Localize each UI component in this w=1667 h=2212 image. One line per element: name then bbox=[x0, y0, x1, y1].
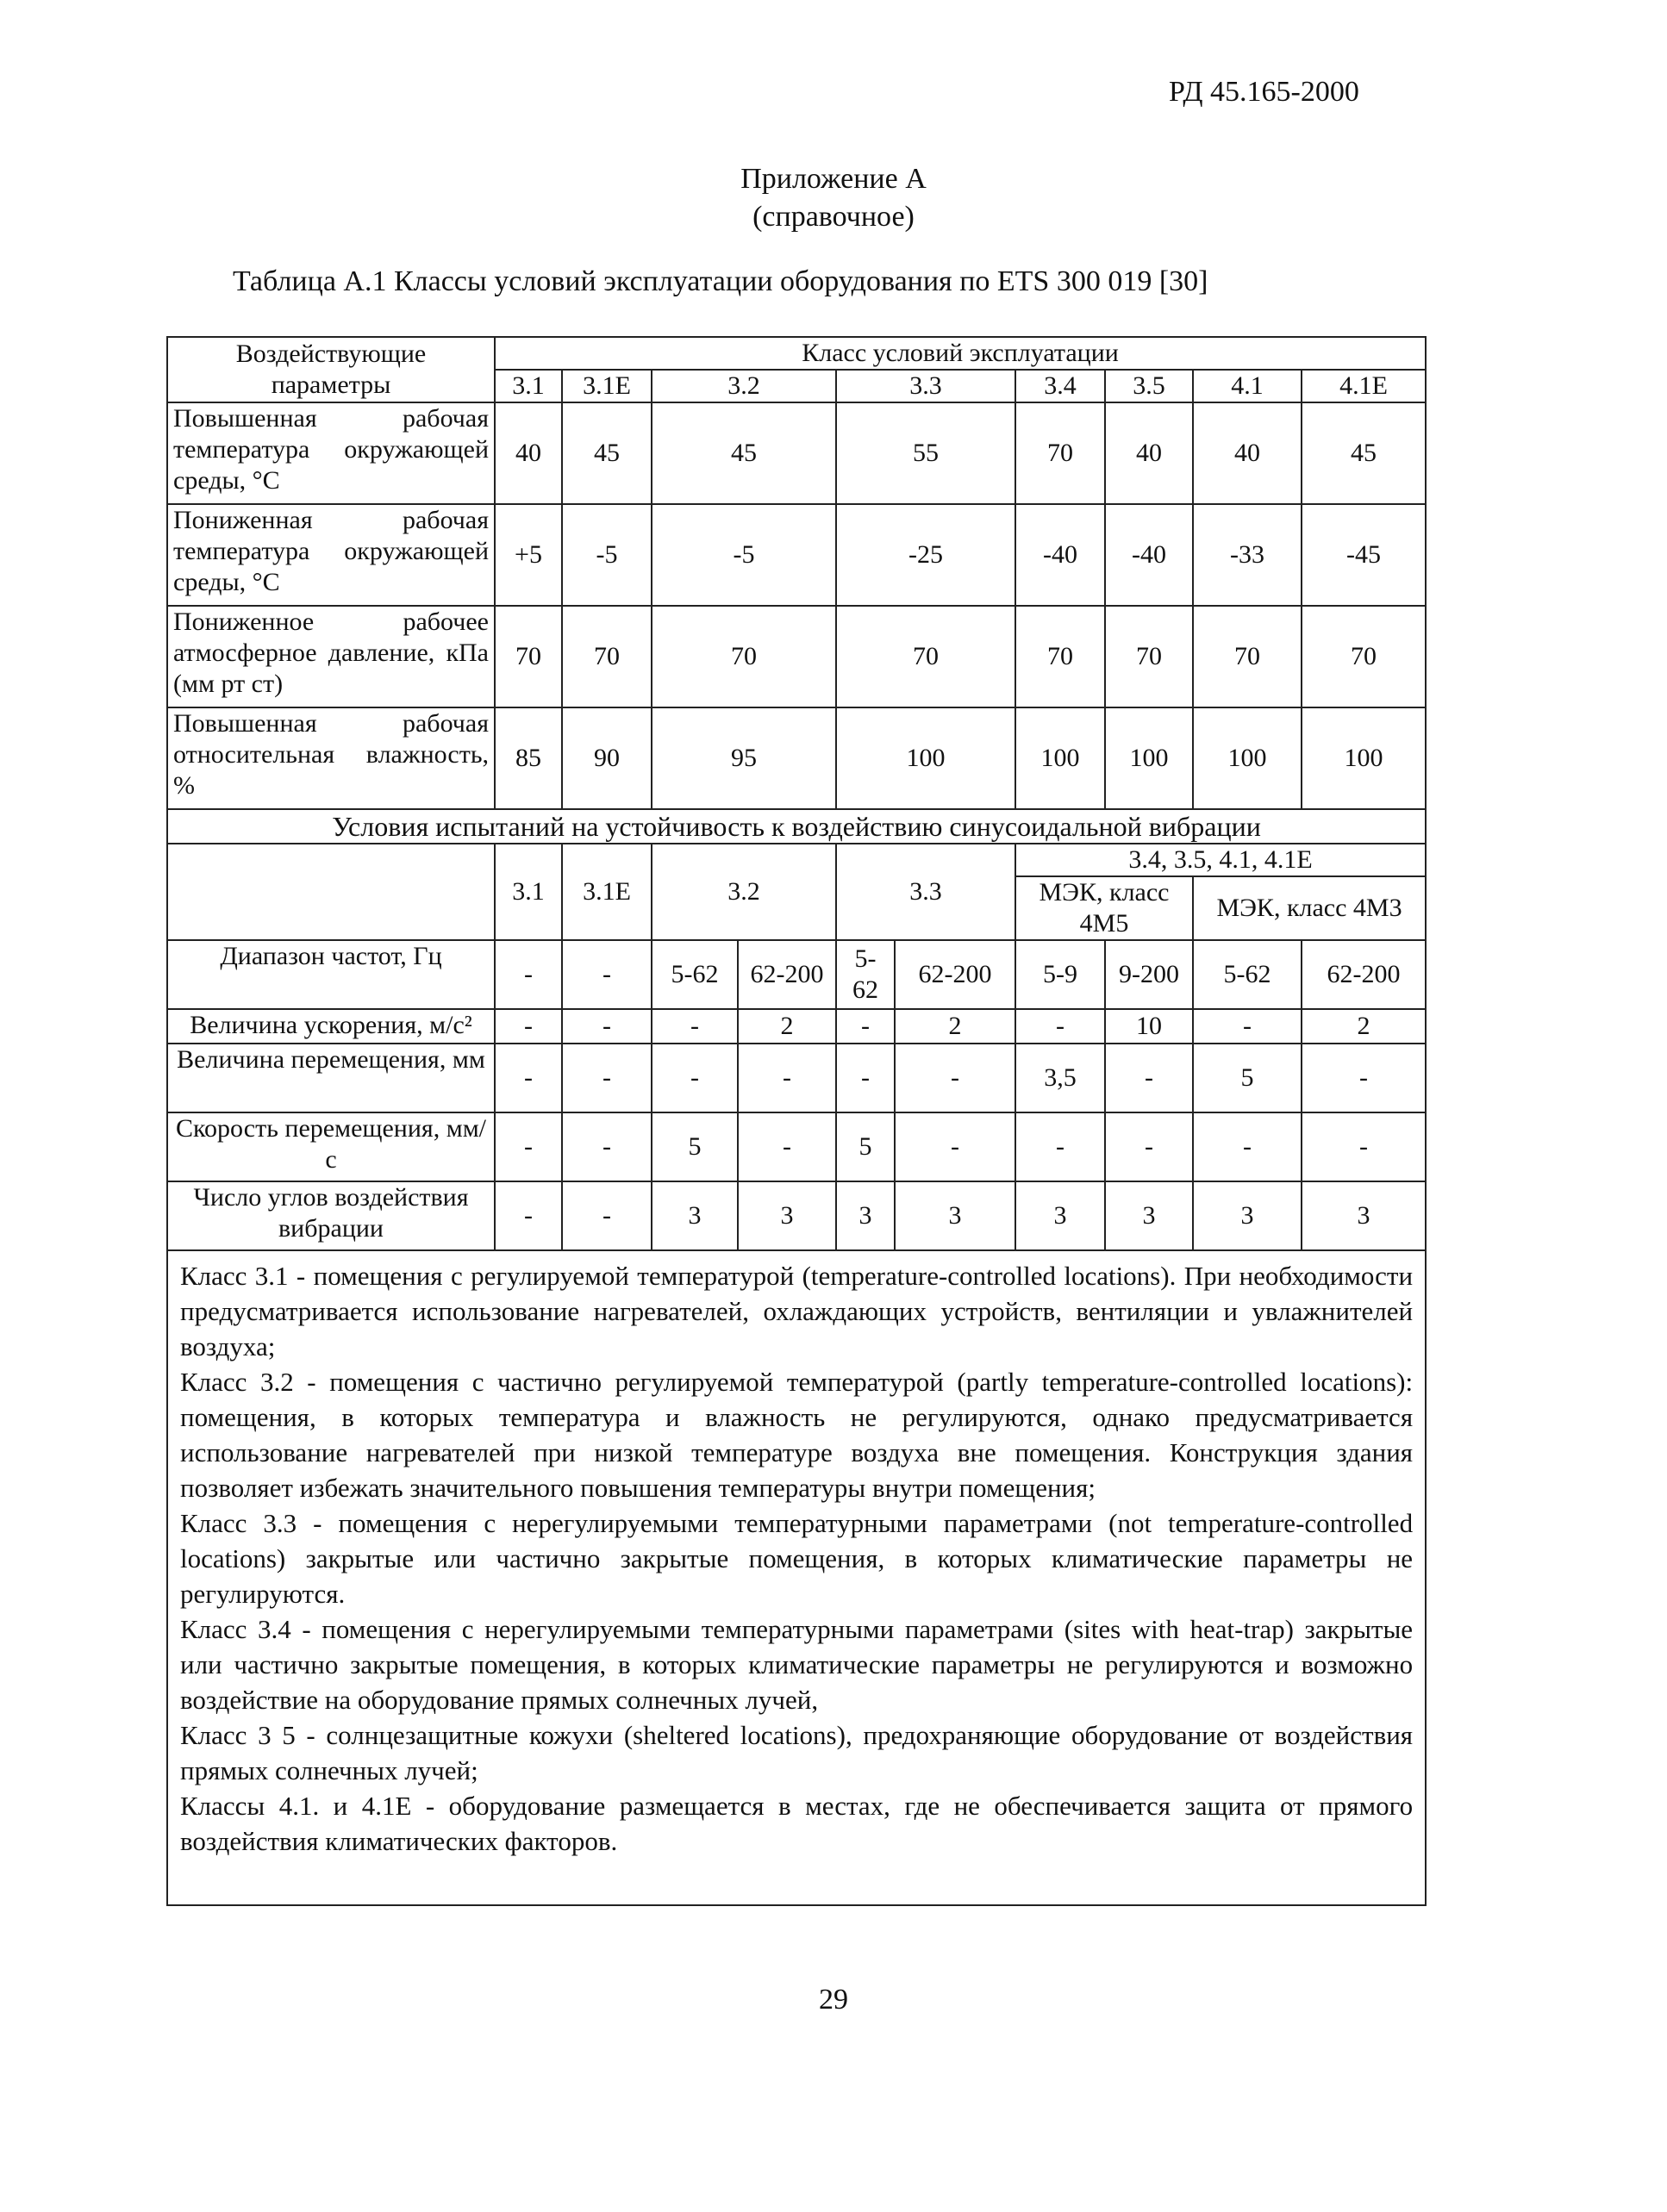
appendix-subtitle: (справочное) bbox=[752, 201, 915, 233]
class-cell: 3.3 bbox=[836, 370, 1015, 402]
value-cell: - bbox=[895, 1112, 1015, 1181]
value-cell: 2 bbox=[738, 1009, 836, 1044]
value-cell: +5 bbox=[495, 504, 562, 606]
note-paragraph: Класс 3.2 - помещения с частично регулируемой температурой (partly temperature-controlled locations): помещения, в которых температура и влажность не регулируются, однако предусматривается использование нагревателей при низкой температуре воздуха вне помещения. Конструкция здания позволяет избежать значительного повышения температуры внутри помещения; bbox=[180, 1367, 1414, 1503]
value-cell: 40 bbox=[1193, 402, 1302, 504]
value-cell: 5 bbox=[836, 1112, 895, 1181]
value-cell: 45 bbox=[562, 402, 652, 504]
value-cell: 100 bbox=[1015, 707, 1105, 809]
class-cell: 3.5 bbox=[1105, 370, 1193, 402]
climate-row bbox=[167, 402, 1426, 504]
value-cell: 3 bbox=[652, 1181, 738, 1250]
value-cell: 5 bbox=[652, 1112, 738, 1181]
value-cell: - bbox=[1193, 1009, 1302, 1044]
value-cell: - bbox=[495, 1044, 562, 1112]
value-cell: 90 bbox=[562, 707, 652, 809]
table-caption: Таблица А.1 Классы условий эксплуатации оборудования по ETS 300 019 [30] bbox=[233, 265, 1208, 297]
value-cell: 70 bbox=[1302, 606, 1426, 707]
value-cell: 70 bbox=[1105, 606, 1193, 707]
param-cell: Повышенная рабочая температура окружающей среды, °C bbox=[167, 402, 495, 504]
param-cell: Пониженная рабочая температура окружающей среды, °C bbox=[167, 504, 495, 606]
value-cell: - bbox=[1105, 1044, 1193, 1112]
value-cell: 70 bbox=[562, 606, 652, 707]
note-paragraph: Класс 3.4 - помещения с нерегулируемыми температурными параметрами (sites with heat-trap) закрытые или частично закрытые помещения, в которых климатические параметры не регулируются и возможно воздействие на оборудование прямых солнечных лучей, bbox=[180, 1614, 1414, 1715]
value-cell: 3 bbox=[1105, 1181, 1193, 1250]
value-cell: - bbox=[1302, 1044, 1426, 1112]
value-cell: 70 bbox=[1193, 606, 1302, 707]
value-cell: 10 bbox=[1105, 1009, 1193, 1044]
page-number: 29 bbox=[819, 1984, 848, 2016]
value-cell: 70 bbox=[652, 606, 836, 707]
value-cell: - bbox=[1015, 1112, 1105, 1181]
vib-group-header: 3.4, 3.5, 4.1, 4.1E bbox=[1015, 844, 1426, 876]
value-cell: 100 bbox=[1302, 707, 1426, 809]
value-cell: 3,5 bbox=[1015, 1044, 1105, 1112]
value-cell: -45 bbox=[1302, 504, 1426, 606]
value-cell: - bbox=[652, 1009, 738, 1044]
value-cell: 3 bbox=[1302, 1181, 1426, 1250]
value-cell: - bbox=[652, 1044, 738, 1112]
appendix-heading bbox=[0, 160, 1667, 236]
value-cell: - bbox=[836, 1044, 895, 1112]
value-cell: - bbox=[495, 1181, 562, 1250]
value-cell: 95 bbox=[652, 707, 836, 809]
class-cell: 4.1E bbox=[1302, 370, 1426, 402]
note-paragraph: Класс 3.3 - помещения с нерегулируемыми температурными параметрами (not temperature-controlled locations) закрытые или частично закрытые помещения, в которых климатические параметры не регулируются. bbox=[180, 1508, 1414, 1609]
class-cell: 4.1 bbox=[1193, 370, 1302, 402]
param-header-cell: Воздействующие параметры bbox=[167, 337, 495, 402]
value-cell: 3 bbox=[836, 1181, 895, 1250]
appendix-title: Приложение А bbox=[740, 163, 927, 195]
value-cell: 40 bbox=[495, 402, 562, 504]
value-cell: - bbox=[562, 1044, 652, 1112]
document-code: РД 45.165-2000 bbox=[1169, 76, 1359, 108]
vibration-row bbox=[167, 1009, 1426, 1044]
class-header-cell: Класс условий эксплуатации bbox=[495, 337, 1426, 370]
vibration-param-header bbox=[167, 844, 495, 940]
value-cell: - bbox=[562, 940, 652, 1009]
param-cell: Число углов воздействия вибрации bbox=[167, 1181, 495, 1250]
value-cell: - bbox=[1105, 1112, 1193, 1181]
value-cell: 100 bbox=[1105, 707, 1193, 809]
note-paragraph: Класс 3 5 - солнцезащитные кожухи (sheltered locations), предохраняющие оборудование от воздействия прямых солнечных лучей; bbox=[180, 1720, 1414, 1785]
note-paragraph: Классы 4.1. и 4.1E - оборудование размещается в местах, где не обеспечивается защита от прямого воздействия климатических факторов. bbox=[180, 1791, 1414, 1856]
notes-row bbox=[167, 1250, 1426, 1905]
value-cell: - bbox=[738, 1044, 836, 1112]
vibration-section-row bbox=[167, 809, 1426, 844]
value-cell: 55 bbox=[836, 402, 1015, 504]
param-cell: Величина перемещения, мм bbox=[167, 1044, 495, 1112]
iec-class-4m5: МЭК, класс 4М5 bbox=[1015, 876, 1193, 940]
param-cell: Величина ускорения, м/с² bbox=[167, 1009, 495, 1044]
climate-row bbox=[167, 504, 1426, 606]
value-cell: 70 bbox=[1015, 402, 1105, 504]
class-cell: 3.2 bbox=[652, 370, 836, 402]
value-cell: 85 bbox=[495, 707, 562, 809]
value-cell: 100 bbox=[1193, 707, 1302, 809]
value-cell: 5-9 bbox=[1015, 940, 1105, 1009]
vib-class-cell: 3.3 bbox=[836, 844, 1015, 940]
value-cell: 3 bbox=[895, 1181, 1015, 1250]
value-cell: 62-200 bbox=[895, 940, 1015, 1009]
value-cell: -33 bbox=[1193, 504, 1302, 606]
vibration-row bbox=[167, 1044, 1426, 1112]
value-cell: -25 bbox=[836, 504, 1015, 606]
value-cell: - bbox=[562, 1112, 652, 1181]
value-cell: - bbox=[1015, 1009, 1105, 1044]
value-cell: 70 bbox=[1015, 606, 1105, 707]
note-paragraph: Класс 3.1 - помещения с регулируемой температурой (temperature-controlled locations). При необходимости предусматривается использование нагревателей, охлаждающих устройств, вентиляции и увлажнителей воздуха; bbox=[180, 1261, 1414, 1361]
vib-class-cell: 3.2 bbox=[652, 844, 836, 940]
value-cell: - bbox=[495, 1112, 562, 1181]
value-cell: 40 bbox=[1105, 402, 1193, 504]
iec-class-4m3: МЭК, класс 4М3 bbox=[1193, 876, 1426, 940]
class-cell: 3.4 bbox=[1015, 370, 1105, 402]
value-cell: 5-62 bbox=[836, 940, 895, 1009]
vibration-section-title: Условия испытаний на устойчивость к воздействию синусоидальной вибрации bbox=[167, 809, 1426, 844]
value-cell: 100 bbox=[836, 707, 1015, 809]
vib-class-cell: 3.1E bbox=[562, 844, 652, 940]
vibration-row bbox=[167, 1181, 1426, 1250]
value-cell: 45 bbox=[652, 402, 836, 504]
value-cell: 45 bbox=[1302, 402, 1426, 504]
param-cell: Пониженное рабочее атмосферное давление, кПа (мм рт ст) bbox=[167, 606, 495, 707]
value-cell: 5-62 bbox=[1193, 940, 1302, 1009]
value-cell: - bbox=[895, 1044, 1015, 1112]
class-cell: 3.1 bbox=[495, 370, 562, 402]
value-cell: 3 bbox=[738, 1181, 836, 1250]
value-cell: -40 bbox=[1015, 504, 1105, 606]
value-cell: 5 bbox=[1193, 1044, 1302, 1112]
class-cell: 3.1E bbox=[562, 370, 652, 402]
class-notes bbox=[167, 1250, 1426, 1905]
param-cell: Диапазон частот, Гц bbox=[167, 940, 495, 1009]
value-cell: 62-200 bbox=[1302, 940, 1426, 1009]
value-cell: 70 bbox=[495, 606, 562, 707]
value-cell: 3 bbox=[1015, 1181, 1105, 1250]
vibration-row bbox=[167, 1112, 1426, 1181]
value-cell: - bbox=[562, 1009, 652, 1044]
value-cell: 5-62 bbox=[652, 940, 738, 1009]
param-cell: Повышенная рабочая относительная влажность, % bbox=[167, 707, 495, 809]
value-cell: 3 bbox=[1193, 1181, 1302, 1250]
value-cell: -5 bbox=[652, 504, 836, 606]
value-cell: -40 bbox=[1105, 504, 1193, 606]
header-row-1 bbox=[167, 337, 1426, 370]
param-cell: Скорость перемещения, мм/с bbox=[167, 1112, 495, 1181]
value-cell: 2 bbox=[895, 1009, 1015, 1044]
vibration-header-row-1 bbox=[167, 844, 1426, 876]
value-cell: 70 bbox=[836, 606, 1015, 707]
value-cell: 9-200 bbox=[1105, 940, 1193, 1009]
value-cell: - bbox=[495, 940, 562, 1009]
value-cell: - bbox=[836, 1009, 895, 1044]
value-cell: - bbox=[495, 1009, 562, 1044]
vibration-row bbox=[167, 940, 1426, 1009]
climate-row bbox=[167, 707, 1426, 809]
value-cell: - bbox=[738, 1112, 836, 1181]
vib-class-cell: 3.1 bbox=[495, 844, 562, 940]
value-cell: 62-200 bbox=[738, 940, 836, 1009]
value-cell: - bbox=[562, 1181, 652, 1250]
value-cell: -5 bbox=[562, 504, 652, 606]
value-cell: 2 bbox=[1302, 1009, 1426, 1044]
value-cell: - bbox=[1193, 1112, 1302, 1181]
operating-conditions-table bbox=[166, 336, 1427, 1906]
climate-row bbox=[167, 606, 1426, 707]
value-cell: - bbox=[1302, 1112, 1426, 1181]
